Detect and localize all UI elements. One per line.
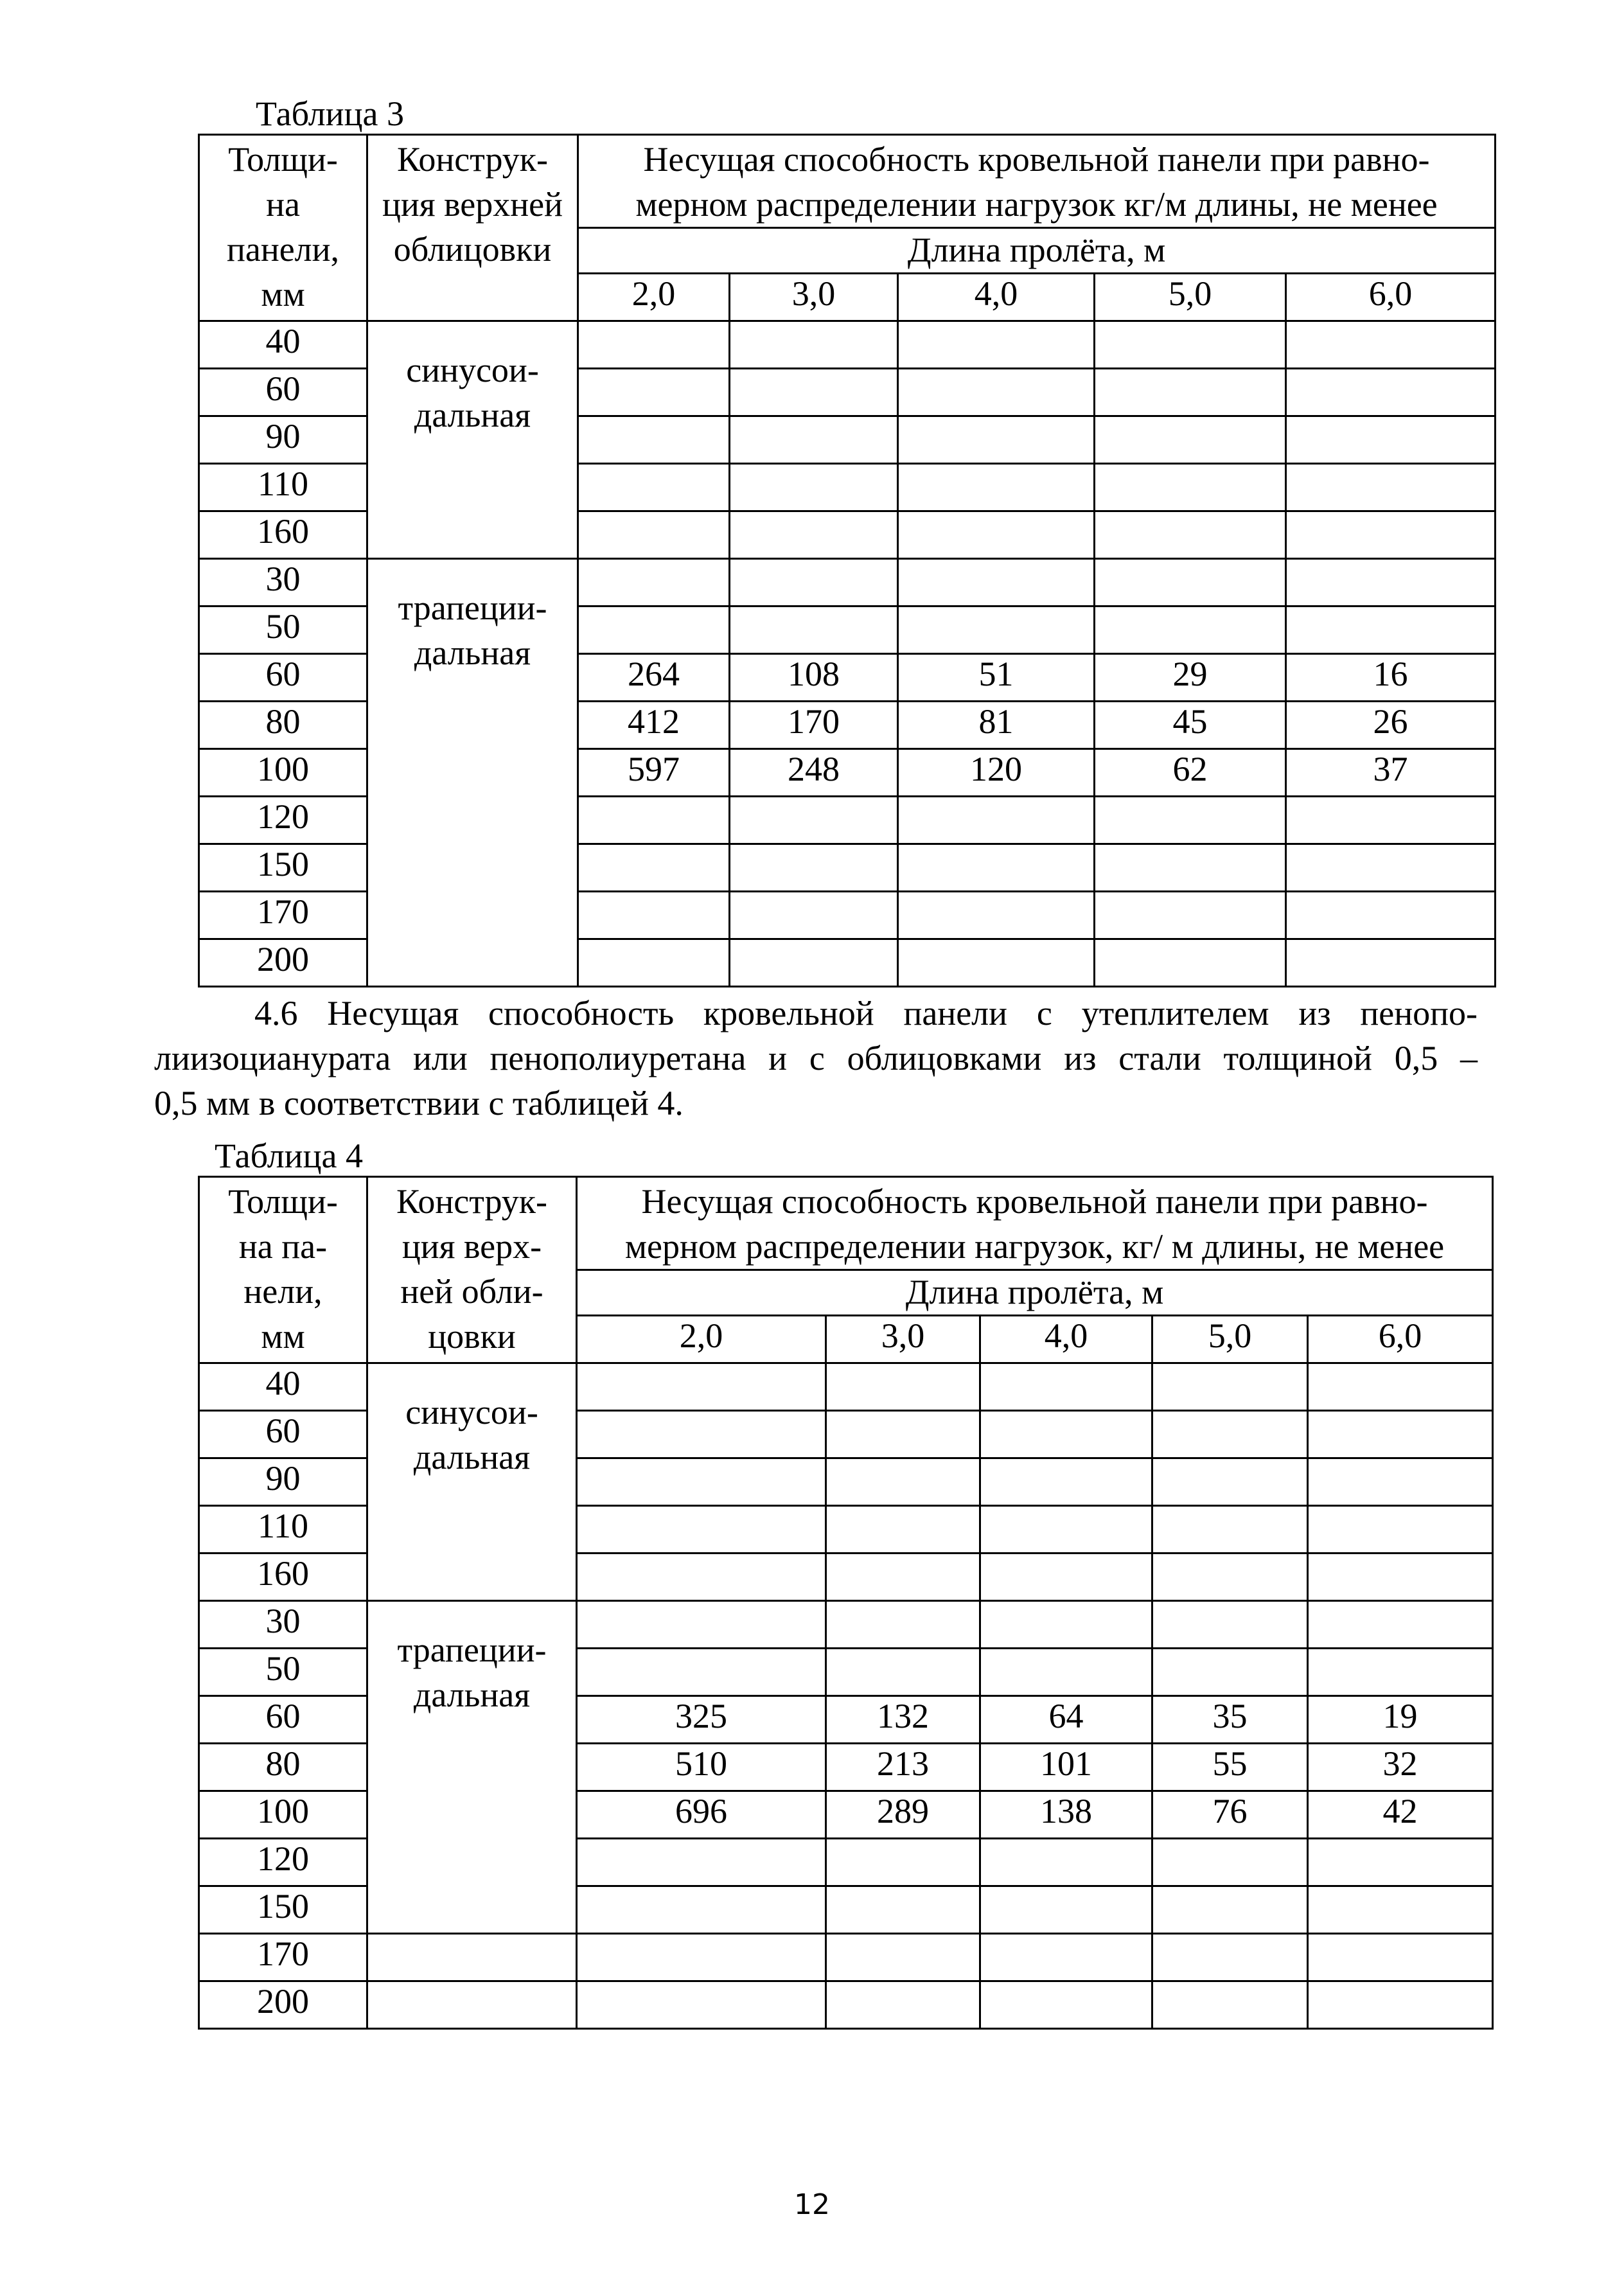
value-cell xyxy=(1286,939,1496,987)
table3-span-5: 5,0 xyxy=(1095,274,1286,321)
thickness-cell: 30 xyxy=(199,1601,367,1649)
value-cell xyxy=(1286,369,1496,416)
value-cell xyxy=(980,1363,1152,1411)
value-cell xyxy=(1286,892,1496,939)
value-cell xyxy=(577,1554,826,1601)
thickness-cell: 60 xyxy=(199,1411,367,1458)
table3-head-thickness: Толщи- на панели, мм xyxy=(199,135,367,321)
table4-head-thickness: Толщи- на па- нели, мм xyxy=(199,1177,367,1363)
value-cell xyxy=(578,892,730,939)
value-cell xyxy=(1308,1839,1493,1886)
construction-cell: трапеции- дальная xyxy=(367,1601,577,1934)
value-cell xyxy=(898,416,1095,464)
value-cell: 76 xyxy=(1152,1791,1308,1839)
value-cell xyxy=(980,1649,1152,1696)
value-cell xyxy=(1308,1554,1493,1601)
value-cell xyxy=(1152,1458,1308,1506)
value-cell xyxy=(577,1934,826,1981)
value-cell: 64 xyxy=(980,1696,1152,1744)
table4-caption: Таблица 4 xyxy=(215,1137,363,1175)
thickness-cell: 80 xyxy=(199,702,367,749)
construction-cell-empty xyxy=(367,1934,577,1981)
table4-span-3: 3,0 xyxy=(826,1316,980,1363)
value-cell xyxy=(826,1934,980,1981)
table-row xyxy=(199,1934,1493,1981)
value-cell xyxy=(578,369,730,416)
table4-span-5: 5,0 xyxy=(1152,1316,1308,1363)
value-cell: 101 xyxy=(980,1744,1152,1791)
value-cell: 29 xyxy=(1095,654,1286,702)
value-cell: 35 xyxy=(1152,1696,1308,1744)
value-cell xyxy=(578,464,730,511)
value-cell xyxy=(730,892,898,939)
thickness-cell: 120 xyxy=(199,1839,367,1886)
value-cell xyxy=(826,1649,980,1696)
value-cell: 597 xyxy=(578,749,730,797)
value-cell xyxy=(1308,1506,1493,1554)
value-cell xyxy=(898,844,1095,892)
value-cell: 510 xyxy=(577,1744,826,1791)
value-cell xyxy=(1308,1601,1493,1649)
table3-head-title: Несущая способность кровельной панели при равно- мерном распределении нагрузок кг/м длины, не менее xyxy=(578,135,1496,228)
value-cell xyxy=(898,797,1095,844)
value-cell xyxy=(980,1839,1152,1886)
thickness-cell: 160 xyxy=(199,511,367,559)
value-cell xyxy=(898,559,1095,606)
value-cell xyxy=(1152,1554,1308,1601)
table4 xyxy=(198,1176,1494,2030)
value-cell xyxy=(1095,606,1286,654)
table3-head-span-label: Длина пролёта, м xyxy=(578,228,1496,274)
value-cell: 170 xyxy=(730,702,898,749)
value-cell xyxy=(730,321,898,369)
thickness-cell: 150 xyxy=(199,844,367,892)
construction-cell: синусои- дальная xyxy=(367,321,578,559)
value-cell xyxy=(1308,1886,1493,1934)
value-cell xyxy=(730,511,898,559)
table3 xyxy=(198,134,1496,987)
value-cell xyxy=(980,1458,1152,1506)
value-cell xyxy=(1095,416,1286,464)
value-cell xyxy=(980,1554,1152,1601)
value-cell xyxy=(1308,1934,1493,1981)
value-cell xyxy=(1286,464,1496,511)
value-cell xyxy=(1152,1506,1308,1554)
value-cell xyxy=(898,369,1095,416)
thickness-cell: 30 xyxy=(199,559,367,606)
value-cell: 37 xyxy=(1286,749,1496,797)
table3-span-4: 4,0 xyxy=(898,274,1095,321)
value-cell xyxy=(898,511,1095,559)
construction-cell: трапеции- дальная xyxy=(367,559,578,987)
value-cell xyxy=(980,1886,1152,1934)
value-cell xyxy=(826,1506,980,1554)
thickness-cell: 170 xyxy=(199,1934,367,1981)
value-cell xyxy=(1286,559,1496,606)
value-cell xyxy=(1152,1886,1308,1934)
value-cell xyxy=(980,1411,1152,1458)
value-cell xyxy=(1286,321,1496,369)
value-cell: 138 xyxy=(980,1791,1152,1839)
value-cell: 55 xyxy=(1152,1744,1308,1791)
value-cell xyxy=(578,844,730,892)
value-cell xyxy=(730,939,898,987)
value-cell xyxy=(1152,1649,1308,1696)
value-cell: 132 xyxy=(826,1696,980,1744)
table3-caption: Таблица 3 xyxy=(256,94,404,133)
thickness-cell: 50 xyxy=(199,606,367,654)
value-cell xyxy=(1095,321,1286,369)
value-cell: 16 xyxy=(1286,654,1496,702)
table3-span-6: 6,0 xyxy=(1286,274,1496,321)
table4-head-construction: Конструк- ция верх- ней обли- цовки xyxy=(367,1177,577,1363)
value-cell xyxy=(730,416,898,464)
value-cell xyxy=(577,1363,826,1411)
value-cell xyxy=(1152,1411,1308,1458)
table-row xyxy=(199,321,1496,369)
thickness-cell: 60 xyxy=(199,369,367,416)
table3-span-2: 2,0 xyxy=(578,274,730,321)
table-row xyxy=(199,559,1496,606)
value-cell: 108 xyxy=(730,654,898,702)
value-cell xyxy=(730,844,898,892)
value-cell: 264 xyxy=(578,654,730,702)
value-cell xyxy=(1095,892,1286,939)
table4-span-4: 4,0 xyxy=(980,1316,1152,1363)
value-cell: 81 xyxy=(898,702,1095,749)
value-cell xyxy=(578,606,730,654)
value-cell xyxy=(1152,1934,1308,1981)
thickness-cell: 200 xyxy=(199,1981,367,2029)
value-cell xyxy=(898,939,1095,987)
value-cell xyxy=(1095,797,1286,844)
value-cell xyxy=(1286,797,1496,844)
thickness-cell: 170 xyxy=(199,892,367,939)
value-cell xyxy=(577,1839,826,1886)
value-cell: 289 xyxy=(826,1791,980,1839)
thickness-cell: 60 xyxy=(199,654,367,702)
value-cell xyxy=(826,1886,980,1934)
value-cell: 62 xyxy=(1095,749,1286,797)
table3-span-3: 3,0 xyxy=(730,274,898,321)
thickness-cell: 40 xyxy=(199,321,367,369)
value-cell: 45 xyxy=(1095,702,1286,749)
value-cell xyxy=(826,1458,980,1506)
value-cell xyxy=(577,1458,826,1506)
value-cell: 42 xyxy=(1308,1791,1493,1839)
value-cell xyxy=(898,321,1095,369)
thickness-cell: 110 xyxy=(199,1506,367,1554)
value-cell xyxy=(578,416,730,464)
value-cell xyxy=(980,1601,1152,1649)
thickness-cell: 100 xyxy=(199,749,367,797)
value-cell xyxy=(578,511,730,559)
value-cell xyxy=(577,1601,826,1649)
value-cell xyxy=(730,369,898,416)
value-cell: 19 xyxy=(1308,1696,1493,1744)
value-cell xyxy=(1286,606,1496,654)
thickness-cell: 150 xyxy=(199,1886,367,1934)
table4-span-2: 2,0 xyxy=(577,1316,826,1363)
table3-header-row xyxy=(199,135,1496,228)
value-cell: 248 xyxy=(730,749,898,797)
section-4-6-paragraph xyxy=(154,991,1478,1126)
value-cell xyxy=(578,559,730,606)
value-cell xyxy=(1152,1601,1308,1649)
value-cell xyxy=(1308,1411,1493,1458)
value-cell xyxy=(1095,559,1286,606)
value-cell xyxy=(898,606,1095,654)
value-cell xyxy=(577,1506,826,1554)
table4-span-6: 6,0 xyxy=(1308,1316,1493,1363)
table4-head-title: Несущая способность кровельной панели при равно- мерном распределении нагрузок, кг/ м длины, не менее xyxy=(577,1177,1493,1270)
value-cell xyxy=(730,797,898,844)
thickness-cell: 80 xyxy=(199,1744,367,1791)
value-cell xyxy=(826,1554,980,1601)
value-cell xyxy=(1286,844,1496,892)
thickness-cell: 110 xyxy=(199,464,367,511)
table-row xyxy=(199,1981,1493,2029)
thickness-cell: 90 xyxy=(199,1458,367,1506)
value-cell xyxy=(1095,369,1286,416)
table-row xyxy=(199,1601,1493,1649)
construction-cell: синусои- дальная xyxy=(367,1363,577,1601)
table-row xyxy=(199,1363,1493,1411)
value-cell xyxy=(730,559,898,606)
thickness-cell: 120 xyxy=(199,797,367,844)
paragraph-line: 0,5 мм в соответствии с таблицей 4. xyxy=(154,1084,684,1122)
value-cell: 325 xyxy=(577,1696,826,1744)
table3-head-construction: Конструк- ция верхней облицовки xyxy=(367,135,578,321)
value-cell xyxy=(826,1601,980,1649)
value-cell xyxy=(980,1506,1152,1554)
value-cell xyxy=(898,464,1095,511)
value-cell xyxy=(578,797,730,844)
value-cell: 51 xyxy=(898,654,1095,702)
value-cell: 32 xyxy=(1308,1744,1493,1791)
value-cell xyxy=(730,606,898,654)
value-cell xyxy=(578,321,730,369)
value-cell xyxy=(578,939,730,987)
value-cell xyxy=(826,1839,980,1886)
value-cell xyxy=(980,1981,1152,2029)
thickness-cell: 60 xyxy=(199,1696,367,1744)
value-cell xyxy=(826,1411,980,1458)
value-cell xyxy=(1286,511,1496,559)
table4-head-span-label: Длина пролёта, м xyxy=(577,1270,1493,1316)
value-cell xyxy=(1152,1839,1308,1886)
value-cell xyxy=(980,1934,1152,1981)
construction-cell-empty xyxy=(367,1981,577,2029)
value-cell xyxy=(577,1981,826,2029)
value-cell xyxy=(577,1886,826,1934)
value-cell xyxy=(826,1363,980,1411)
value-cell xyxy=(1152,1363,1308,1411)
value-cell xyxy=(1095,844,1286,892)
thickness-cell: 40 xyxy=(199,1363,367,1411)
thickness-cell: 200 xyxy=(199,939,367,987)
value-cell xyxy=(1308,1363,1493,1411)
thickness-cell: 90 xyxy=(199,416,367,464)
table3-body xyxy=(199,321,1496,987)
value-cell: 26 xyxy=(1286,702,1496,749)
paragraph-line: 4.6 Несущая способность кровельной панели с утеплителем из пенопо- xyxy=(254,994,1478,1032)
value-cell xyxy=(1095,464,1286,511)
value-cell xyxy=(1152,1981,1308,2029)
value-cell xyxy=(577,1411,826,1458)
thickness-cell: 100 xyxy=(199,1791,367,1839)
value-cell xyxy=(1095,939,1286,987)
value-cell xyxy=(1308,1981,1493,2029)
table4-body xyxy=(199,1363,1493,2029)
thickness-cell: 50 xyxy=(199,1649,367,1696)
value-cell: 213 xyxy=(826,1744,980,1791)
value-cell xyxy=(577,1649,826,1696)
value-cell xyxy=(1308,1649,1493,1696)
thickness-cell: 160 xyxy=(199,1554,367,1601)
page-number: 12 xyxy=(794,2188,830,2221)
value-cell xyxy=(1095,511,1286,559)
value-cell xyxy=(1286,416,1496,464)
value-cell: 696 xyxy=(577,1791,826,1839)
value-cell xyxy=(730,464,898,511)
value-cell xyxy=(1308,1458,1493,1506)
value-cell: 120 xyxy=(898,749,1095,797)
value-cell xyxy=(826,1981,980,2029)
value-cell: 412 xyxy=(578,702,730,749)
value-cell xyxy=(898,892,1095,939)
paragraph-line: лиизоцианурата или пенополиуретана и с облицовками из стали толщиной 0,5 – xyxy=(154,1039,1478,1077)
